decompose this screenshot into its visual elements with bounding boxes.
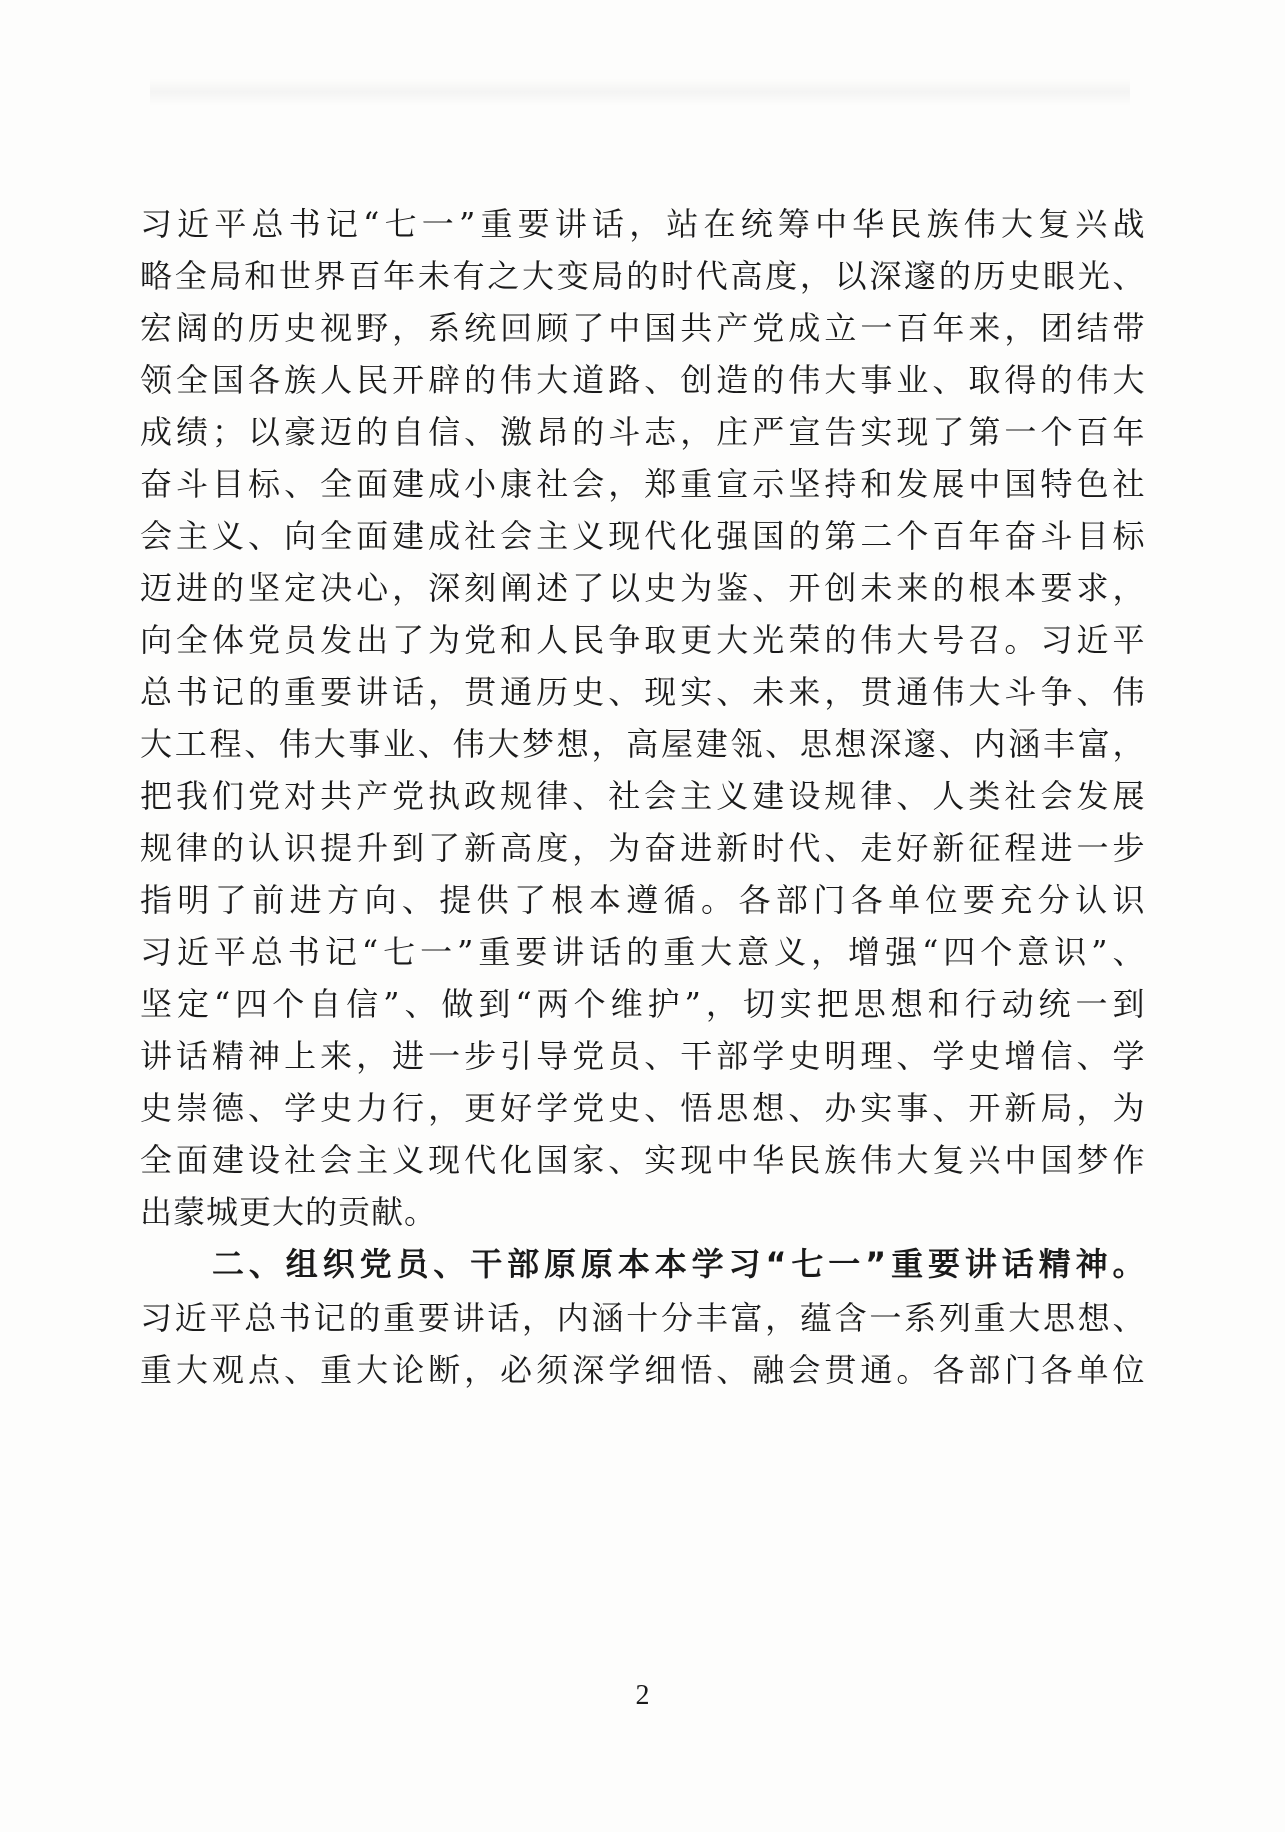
text-line: 会主义、向全面建成社会主义现代化强国的第二个百年奋斗目标 [140, 517, 1145, 555]
text-line: 迈进的坚定决心，深刻阐述了以史为鉴、开创未来的根本要求， [140, 569, 1145, 607]
text-line: 史崇德、学史力行，更好学党史、悟思想、办实事、开新局，为 [140, 1089, 1145, 1127]
text-line: 成绩；以豪迈的自信、激昂的斗志，庄严宣告实现了第一个百年 [140, 413, 1145, 451]
text-line: 讲话精神上来，进一步引导党员、干部学史明理、学史增信、学 [140, 1037, 1145, 1075]
text-line: 指明了前进方向、提供了根本遵循。各部门各单位要充分认识 [140, 881, 1145, 919]
section-heading: 二、组织党员、干部原原本本学习“七一”重要讲话精神。 [212, 1245, 1145, 1283]
text-line: 把我们党对共产党执政规律、社会主义建设规律、人类社会发展 [140, 777, 1145, 815]
page-number: 2 [635, 1680, 650, 1711]
text-line: 坚定“四个自信”、做到“两个维护”，切实把思想和行动统一到 [140, 985, 1145, 1023]
text-line: 习近平总书记“七一”重要讲话，站在统筹中华民族伟大复兴战 [140, 205, 1145, 243]
text-line: 宏阔的历史视野，系统回顾了中国共产党成立一百年来，团结带 [140, 309, 1145, 347]
text-line: 规律的认识提升到了新高度，为奋进新时代、走好新征程进一步 [140, 829, 1145, 867]
text-line: 奋斗目标、全面建成小康社会，郑重宣示坚持和发展中国特色社 [140, 465, 1145, 503]
text-line: 习近平总书记“七一”重要讲话的重大意义，增强“四个意识”、 [140, 933, 1145, 971]
text-line: 全面建设社会主义现代化国家、实现中华民族伟大复兴中国梦作 [140, 1141, 1145, 1179]
text-line: 习近平总书记的重要讲话，内涵十分丰富，蕴含一系列重大思想、 [140, 1299, 1145, 1337]
text-line: 大工程、伟大事业、伟大梦想，高屋建瓴、思想深邃、内涵丰富， [140, 725, 1145, 763]
text-line: 略全局和世界百年未有之大变局的时代高度，以深邃的历史眼光、 [140, 257, 1145, 295]
text-line: 总书记的重要讲话，贯通历史、现实、未来，贯通伟大斗争、伟 [140, 673, 1145, 711]
text-line: 领全国各族人民开辟的伟大道路、创造的伟大事业、取得的伟大 [140, 361, 1145, 399]
text-line: 重大观点、重大论断，必须深学细悟、融会贯通。各部门各单位 [140, 1351, 1145, 1389]
text-line: 出蒙城更大的贡献。 [140, 1193, 438, 1231]
scan-artifact [150, 78, 1130, 106]
text-line: 向全体党员发出了为党和人民争取更大光荣的伟大号召。习近平 [140, 621, 1145, 659]
